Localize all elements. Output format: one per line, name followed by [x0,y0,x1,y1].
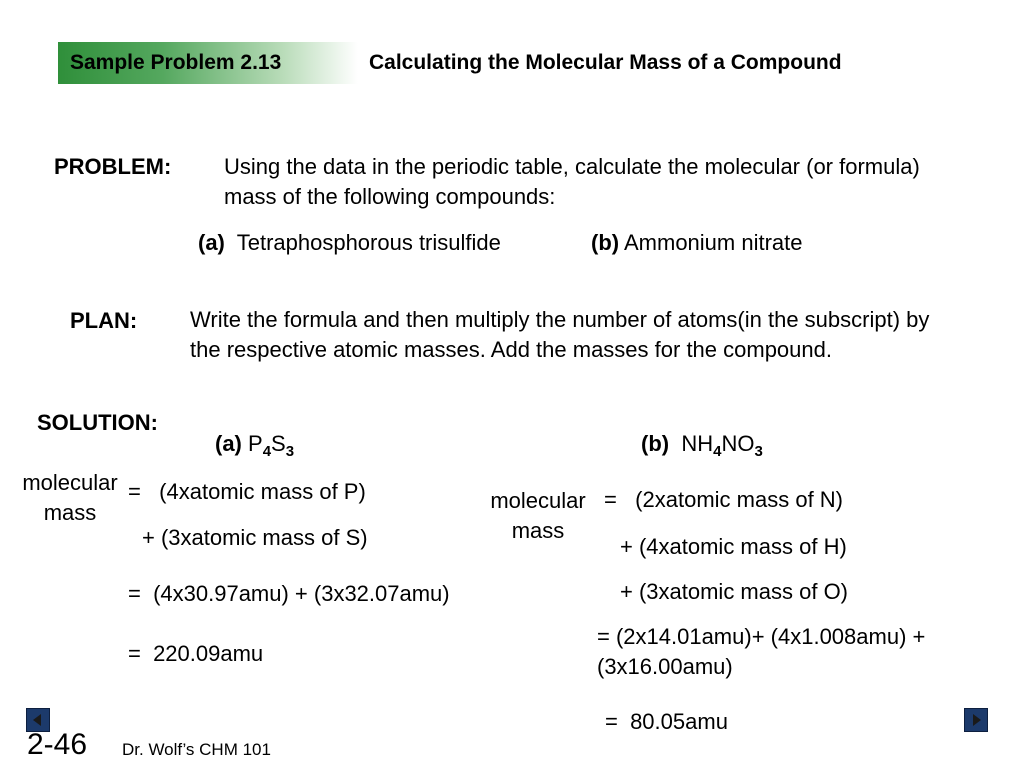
part-a-label: (a) [198,230,225,255]
result-a: = 220.09amu [128,641,264,666]
molecular-mass-label-b: molecular mass [490,488,586,543]
next-slide-button[interactable] [964,708,988,732]
formula-a-el1: P [248,431,263,456]
calc-a-line2: + (3xatomic mass of S) [142,525,368,550]
plan-text: Write the formula and then multiply the number of atoms(in the subscript) by the respective atomic masses. Add the masses for the compound. [190,307,930,362]
calc-b-line4: = (2x14.01amu)+ (4x1.008amu) + (3x16.00amu) [597,624,926,679]
formula-a-sub2: 3 [285,443,295,460]
solution-a-label: (a) [215,431,242,456]
result-b: = 80.05amu [605,709,728,734]
page-title: Calculating the Molecular Mass of a Compound [369,51,842,74]
calc-a-line3: = (4x30.97amu) + (3x32.07amu) [128,581,450,606]
part-b-label: (b) [591,230,620,255]
formula-b-el1: NH [681,431,714,456]
formula-b-sub2: 3 [754,443,763,460]
formula-a-el2: S [271,431,286,456]
molecular-mass-label-a: molecular mass [22,470,118,525]
solution-b-label: (b) [641,431,670,456]
calc-b-line2: + (4xatomic mass of H) [620,534,847,559]
slide-number: 2-46 [27,728,88,761]
course-footer: Dr. Wolf’s CHM 101 [122,740,271,759]
calc-b-line3: + (3xatomic mass of O) [620,579,849,604]
part-a-text: Tetraphosphorous trisulfide [236,230,501,255]
sample-problem-label: Sample Problem 2.13 [70,51,282,74]
problem-label: PROBLEM: [54,154,172,179]
problem-part-b [591,230,803,256]
formula-b-sub1: 4 [713,443,722,460]
next-arrow-icon [965,709,987,731]
formula-b [641,431,763,460]
problem-text: Using the data in the periodic table, calculate the molecular (or formula) mass of the following compounds: [224,154,920,209]
solution-label: SOLUTION: [37,410,158,435]
formula-a-sub1: 4 [262,443,272,460]
part-b-text: Ammonium nitrate [624,230,803,255]
calc-b-line1: = (2xatomic mass of N) [604,487,844,512]
formula-b-el2: NO [721,431,755,456]
plan-label: PLAN: [70,308,138,333]
calc-a-line1: = (4xatomic mass of P) [128,479,366,504]
problem-part-a [198,230,501,256]
formula-a [215,431,295,460]
